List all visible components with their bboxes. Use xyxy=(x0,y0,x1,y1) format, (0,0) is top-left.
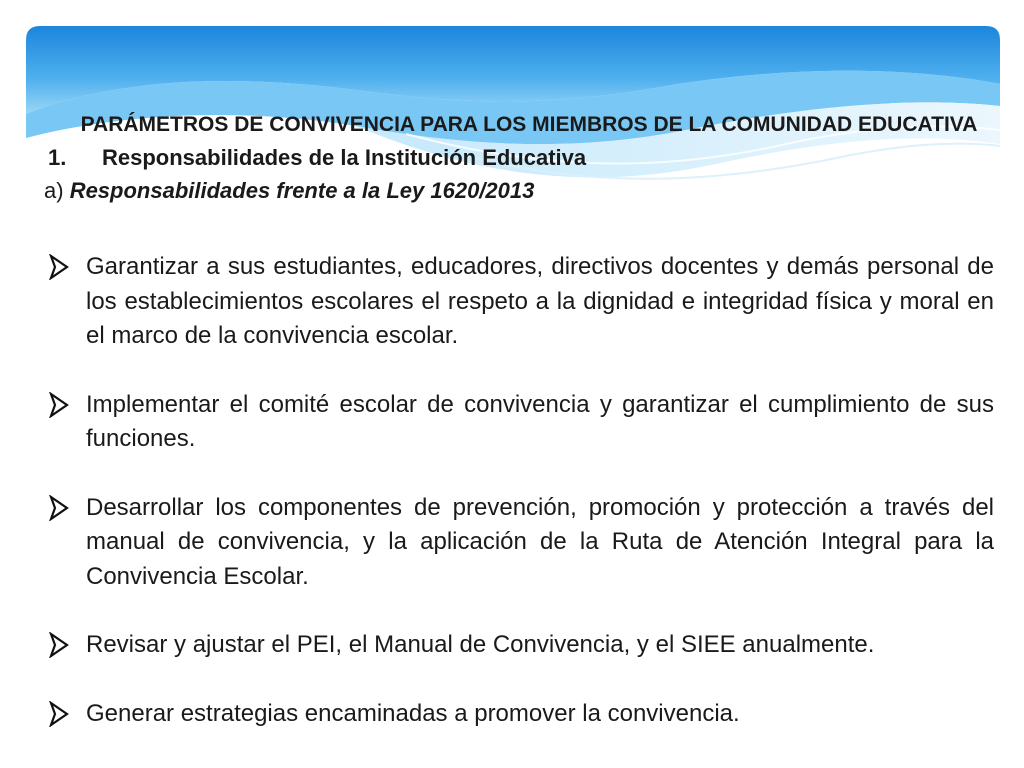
subsection-prefix: a) xyxy=(44,178,64,203)
arrow-bullet-icon xyxy=(48,495,70,521)
list-item xyxy=(44,628,994,663)
bullet-text: Implementar el comité escolar de convivencia y garantizar el cumplimiento de sus funciones. xyxy=(86,390,994,452)
bullet-text: Generar estrategias encaminadas a promover la convivencia. xyxy=(86,699,740,727)
bullet-text: Desarrollar los componentes de prevención, promoción y protección a través del manual de convivencia, y la aplicación de la Ruta de Atención Integral para la Convivencia Escolar. xyxy=(86,493,994,590)
slide-title: PARÁMETROS DE CONVIVENCIA PARA LOS MIEMBROS DE LA COMUNIDAD EDUCATIVA xyxy=(80,113,978,136)
arrow-bullet-icon xyxy=(48,392,70,418)
list-item xyxy=(44,491,994,595)
section-label: Responsabilidades de la Institución Educativa xyxy=(102,145,587,170)
subsection-label: Responsabilidades frente a la Ley 1620/2013 xyxy=(69,178,535,203)
arrow-bullet-icon xyxy=(48,632,70,658)
subsection-heading xyxy=(44,174,994,207)
list-item xyxy=(44,250,994,354)
section-heading xyxy=(44,141,994,174)
bullet-text: Revisar y ajustar el PEI, el Manual de Convivencia, y el SIEE anualmente. xyxy=(86,631,875,658)
arrow-bullet-icon xyxy=(48,701,70,727)
bullet-list xyxy=(44,250,994,731)
list-item xyxy=(44,388,994,457)
bullet-text: Garantizar a sus estudiantes, educadores, directivos docentes y demás personal de los establecimientos escolares el respeto a la dignidad e integridad física y moral en el marco de la convivencia escolar. xyxy=(86,253,994,349)
arrow-bullet-icon xyxy=(48,254,70,280)
section-number: 1. xyxy=(48,145,67,170)
slide-content xyxy=(44,108,994,731)
list-item xyxy=(44,697,994,732)
